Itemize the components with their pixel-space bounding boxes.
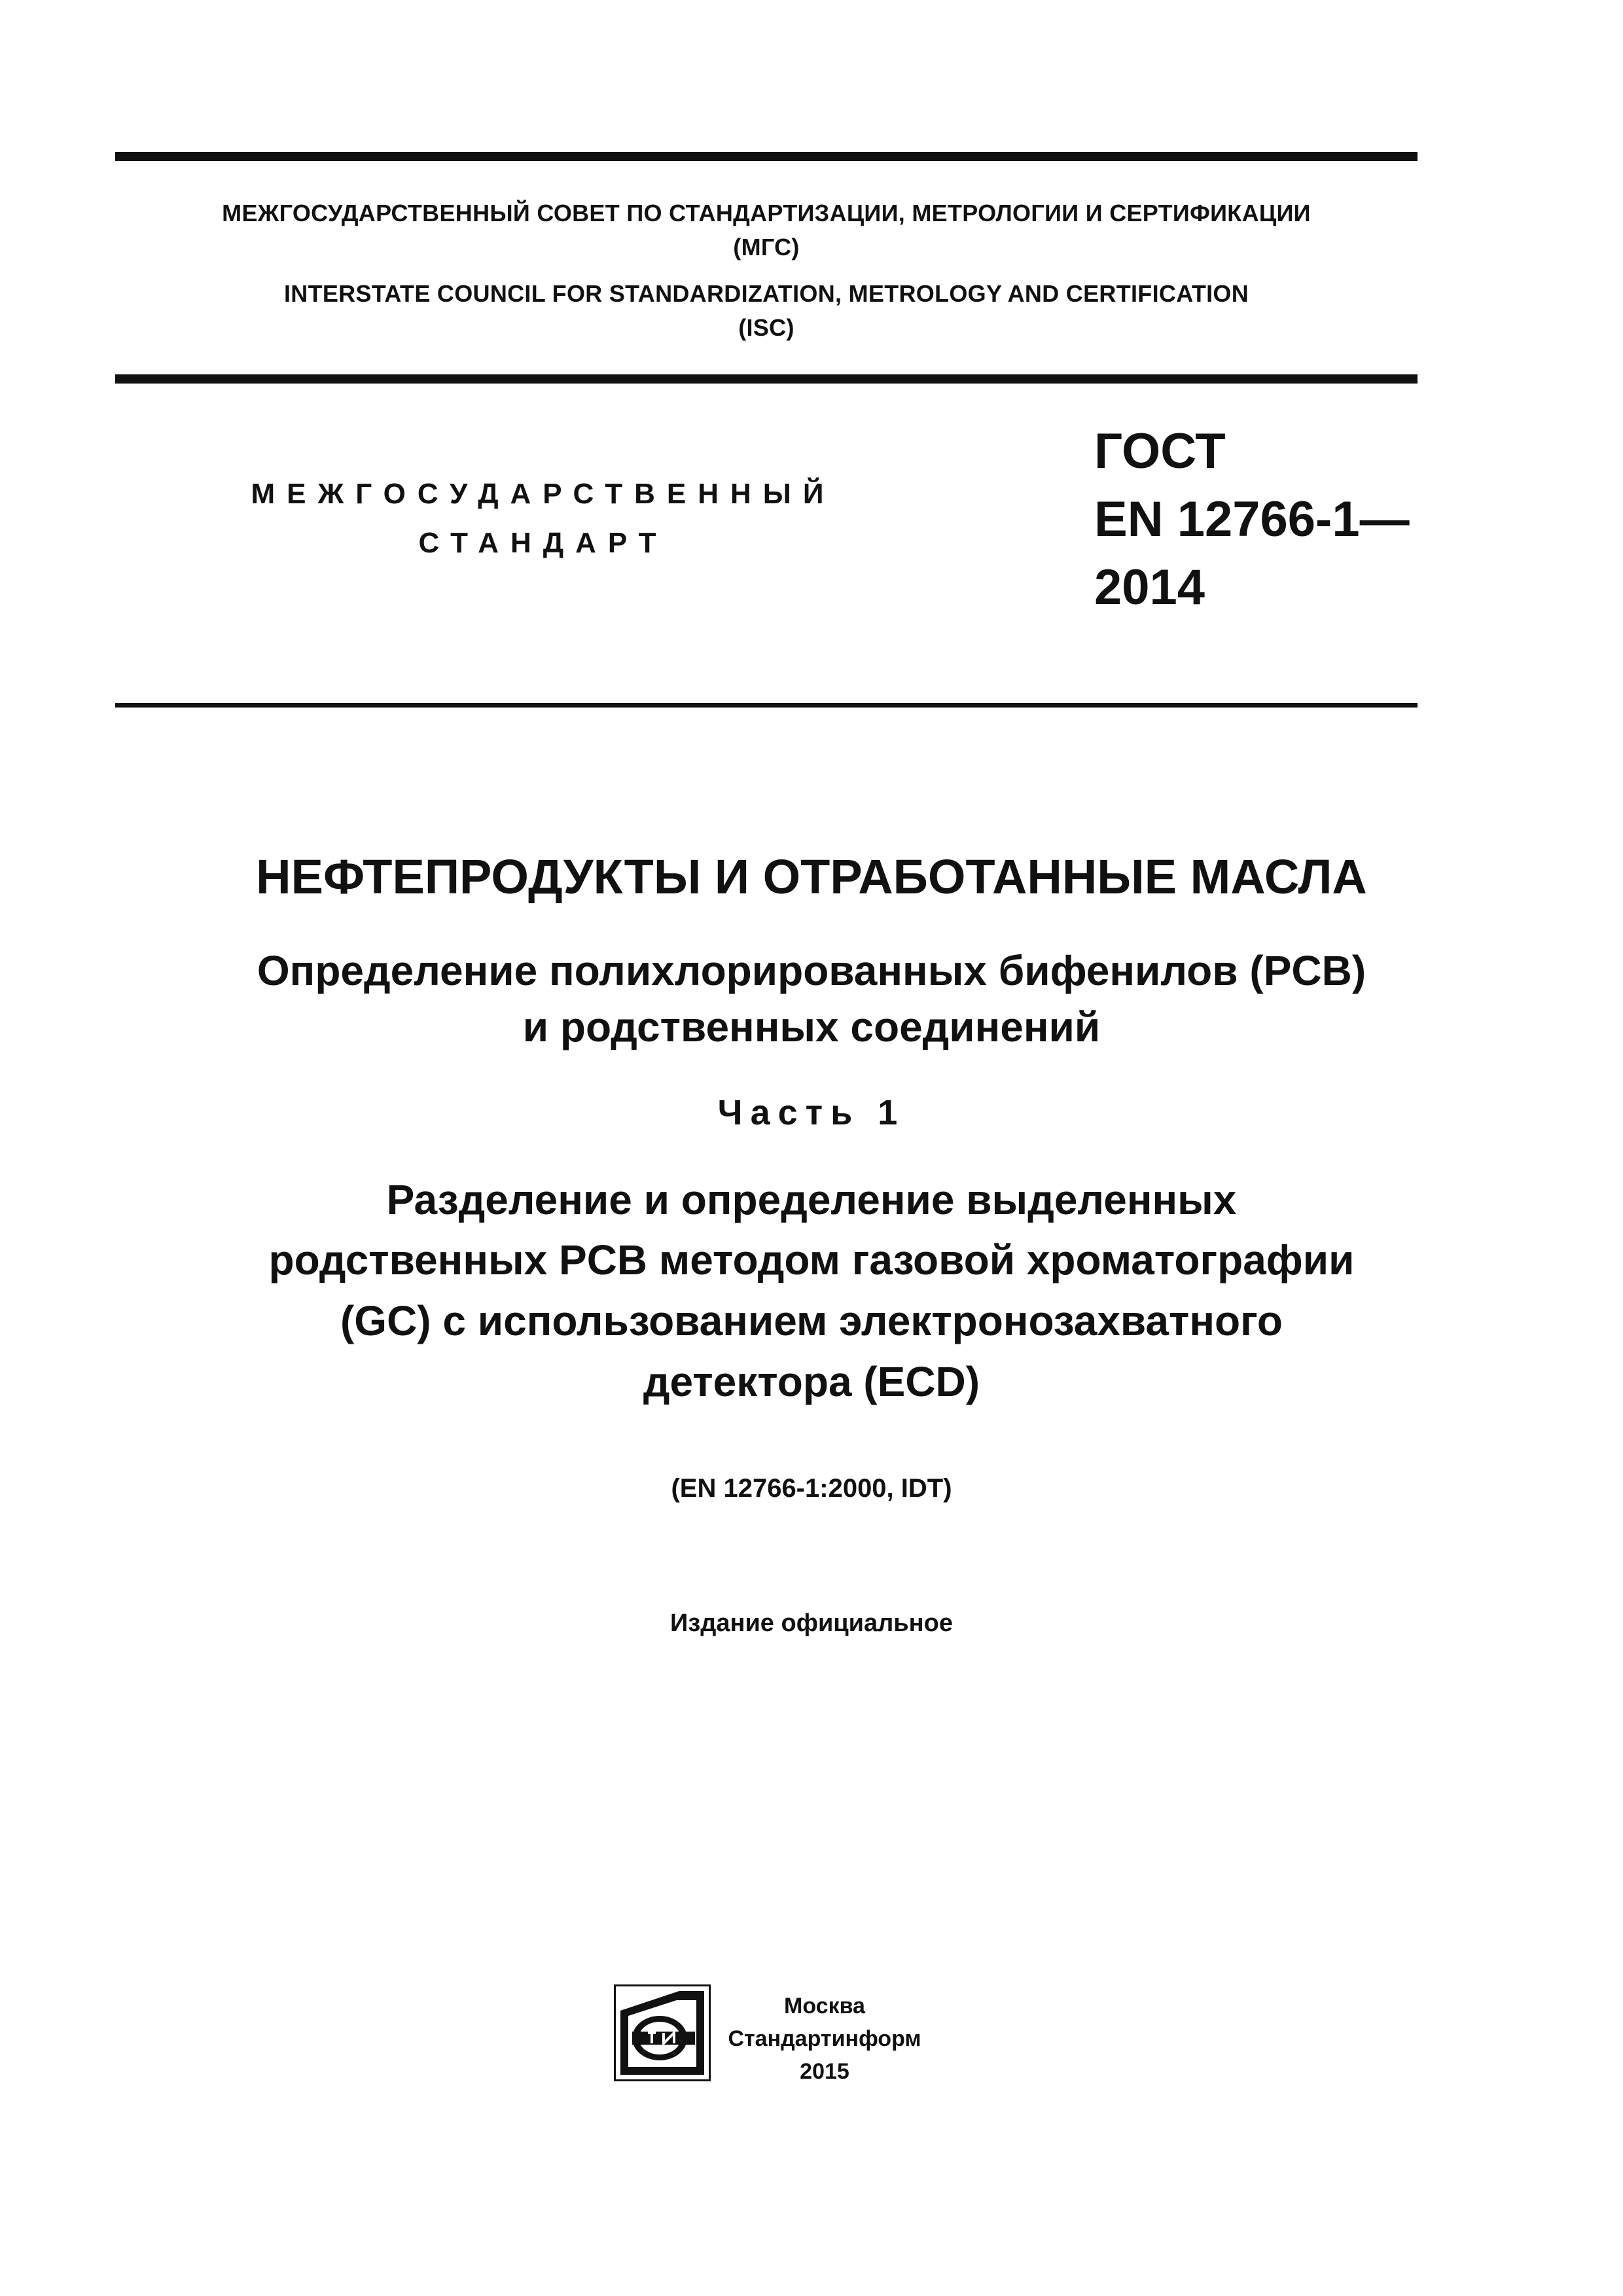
equivalence-note: (EN 12766-1:2000, IDT) bbox=[671, 1474, 952, 1503]
council-abbr-ru: (МГС) bbox=[733, 234, 800, 260]
part-title-line1: Разделение и определение выделенных bbox=[386, 1176, 1237, 1223]
standard-kind-line1: МЕЖГОСУДАРСТВЕННЫЙ bbox=[251, 478, 836, 510]
council-name-en: INTERSTATE COUNCIL FOR STANDARDIZATION, METROLOGY AND CERTIFICATION bbox=[283, 280, 1249, 307]
part-title-line4: детектора (ECD) bbox=[643, 1358, 980, 1405]
document-title: НЕФТЕПРОДУКТЫ И ОТРАБОТАННЫЕ МАСЛА bbox=[256, 850, 1367, 904]
publisher-city: Москва bbox=[784, 1994, 865, 2018]
part-label: Часть 1 bbox=[717, 1093, 906, 1132]
standard-designation-line2: EN 12766-1— bbox=[1094, 492, 1410, 547]
standard-designation-line3: 2014 bbox=[1094, 560, 1205, 615]
standard-designation-line1: ГОСТ bbox=[1094, 423, 1226, 479]
publication-year: 2015 bbox=[800, 2059, 849, 2084]
publisher-name: Стандартинформ bbox=[728, 2026, 921, 2051]
document-subtitle-line1: Определение полихлорированных бифенилов (PCB) bbox=[257, 947, 1366, 994]
part-title-line3: (GC) с использованием электронозахватного bbox=[340, 1297, 1283, 1344]
standartinform-logo-icon bbox=[614, 1984, 711, 2081]
document-subtitle-line2: и родственных соединений bbox=[522, 1003, 1101, 1050]
edition-note: Издание официальное bbox=[670, 1609, 953, 1637]
bottom-rule bbox=[115, 703, 1418, 708]
council-abbr-en: (ISC) bbox=[738, 314, 794, 341]
middle-rule bbox=[115, 374, 1418, 384]
council-name-ru: МЕЖГОСУДАРСТВЕННЫЙ СОВЕТ ПО СТАНДАРТИЗАЦИИ, МЕТРОЛОГИИ И СЕРТИФИКАЦИИ bbox=[222, 200, 1311, 226]
part-title-line2: родственных PCB методом газовой хроматографии bbox=[268, 1236, 1355, 1283]
top-rule bbox=[115, 152, 1418, 161]
standard-kind-line2: СТАНДАРТ bbox=[418, 527, 668, 559]
